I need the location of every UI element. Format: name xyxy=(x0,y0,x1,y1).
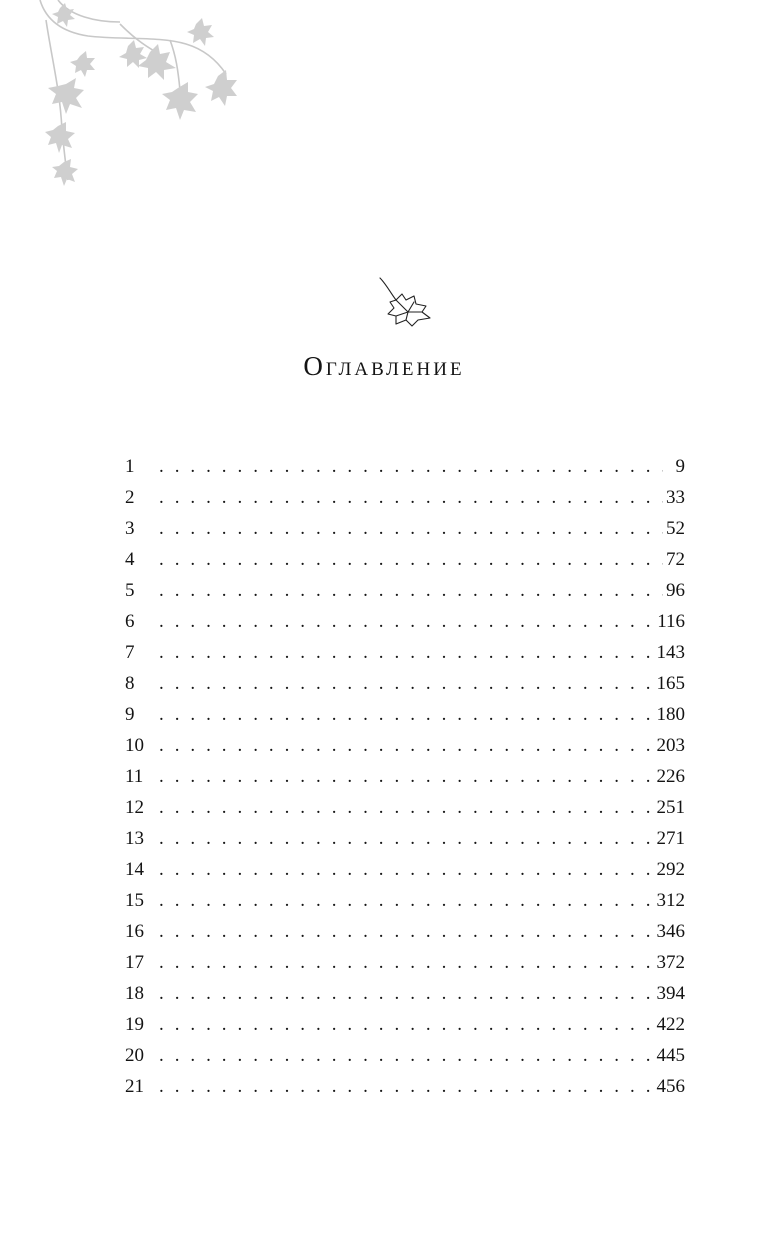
chapter-number: 1 xyxy=(125,456,135,477)
ivy-leaf-icon xyxy=(372,274,438,330)
chapter-number: 15 xyxy=(125,890,144,911)
dot-leader xyxy=(153,544,663,575)
dot-leader xyxy=(153,606,655,637)
page-number: 72 xyxy=(666,549,685,570)
chapter-number: 3 xyxy=(125,518,135,539)
toc-entry xyxy=(125,761,685,792)
toc-entry xyxy=(125,575,685,606)
page-number: 312 xyxy=(656,890,685,911)
toc-entry xyxy=(125,823,685,854)
chapter-number: 13 xyxy=(125,828,144,849)
dot-leader xyxy=(153,978,655,1009)
toc-entry xyxy=(125,451,685,482)
dot-leader xyxy=(153,1071,655,1102)
dot-leader xyxy=(153,947,655,978)
page-number: 422 xyxy=(656,1014,685,1035)
dot-leader xyxy=(153,761,655,792)
dot-leader xyxy=(153,575,663,606)
dot-leader xyxy=(153,668,655,699)
dot-leader xyxy=(153,451,663,482)
page-number: 165 xyxy=(656,673,685,694)
dot-leader xyxy=(153,482,663,513)
table-of-contents xyxy=(125,451,685,1102)
chapter-number: 12 xyxy=(125,797,144,818)
ivy-vine-icon xyxy=(0,0,260,200)
dot-leader xyxy=(153,1009,655,1040)
toc-entry xyxy=(125,544,685,575)
toc-entry xyxy=(125,606,685,637)
chapter-number: 2 xyxy=(125,487,135,508)
toc-entry xyxy=(125,978,685,1009)
chapter-number: 9 xyxy=(125,704,135,725)
dot-leader xyxy=(153,730,655,761)
page-title: Оглавление xyxy=(303,351,465,381)
toc-entry xyxy=(125,1009,685,1040)
toc-entry xyxy=(125,1071,685,1102)
chapter-number: 18 xyxy=(125,983,144,1004)
page-number: 346 xyxy=(656,921,685,942)
page-number: 203 xyxy=(656,735,685,756)
page-number: 251 xyxy=(656,797,685,818)
page-number: 143 xyxy=(656,642,685,663)
dot-leader xyxy=(153,1040,655,1071)
chapter-number: 11 xyxy=(125,766,144,787)
page-number: 394 xyxy=(656,983,685,1004)
chapter-number: 7 xyxy=(125,642,135,663)
dot-leader xyxy=(153,637,655,668)
page-number: 180 xyxy=(656,704,685,725)
page-number: 52 xyxy=(666,518,685,539)
toc-entry xyxy=(125,730,685,761)
page-number: 116 xyxy=(657,611,685,632)
toc-entry xyxy=(125,482,685,513)
chapter-number: 17 xyxy=(125,952,144,973)
chapter-number: 14 xyxy=(125,859,144,880)
toc-entry xyxy=(125,668,685,699)
dot-leader xyxy=(153,823,655,854)
page-number: 9 xyxy=(675,456,685,477)
page-number: 271 xyxy=(656,828,685,849)
chapter-number: 5 xyxy=(125,580,135,601)
toc-entry xyxy=(125,699,685,730)
chapter-number: 8 xyxy=(125,673,135,694)
chapter-number: 4 xyxy=(125,549,135,570)
dot-leader xyxy=(153,916,655,947)
page-number: 456 xyxy=(656,1076,685,1097)
chapter-number: 16 xyxy=(125,921,144,942)
dot-leader xyxy=(153,792,655,823)
page-number: 445 xyxy=(656,1045,685,1066)
toc-entry xyxy=(125,885,685,916)
page-number: 226 xyxy=(656,766,685,787)
toc-entry xyxy=(125,916,685,947)
toc-entry xyxy=(125,947,685,978)
toc-entry xyxy=(125,792,685,823)
page-number: 96 xyxy=(666,580,685,601)
page-number: 33 xyxy=(666,487,685,508)
chapter-number: 21 xyxy=(125,1076,144,1097)
toc-entry xyxy=(125,1040,685,1071)
dot-leader xyxy=(153,854,655,885)
chapter-number: 10 xyxy=(125,735,144,756)
dot-leader xyxy=(153,513,663,544)
toc-entry xyxy=(125,513,685,544)
dot-leader xyxy=(153,699,655,730)
toc-entry xyxy=(125,637,685,668)
chapter-number: 20 xyxy=(125,1045,144,1066)
chapter-number: 19 xyxy=(125,1014,144,1035)
page-number: 292 xyxy=(656,859,685,880)
dot-leader xyxy=(153,885,655,916)
page-number: 372 xyxy=(656,952,685,973)
chapter-number: 6 xyxy=(125,611,135,632)
toc-entry xyxy=(125,854,685,885)
